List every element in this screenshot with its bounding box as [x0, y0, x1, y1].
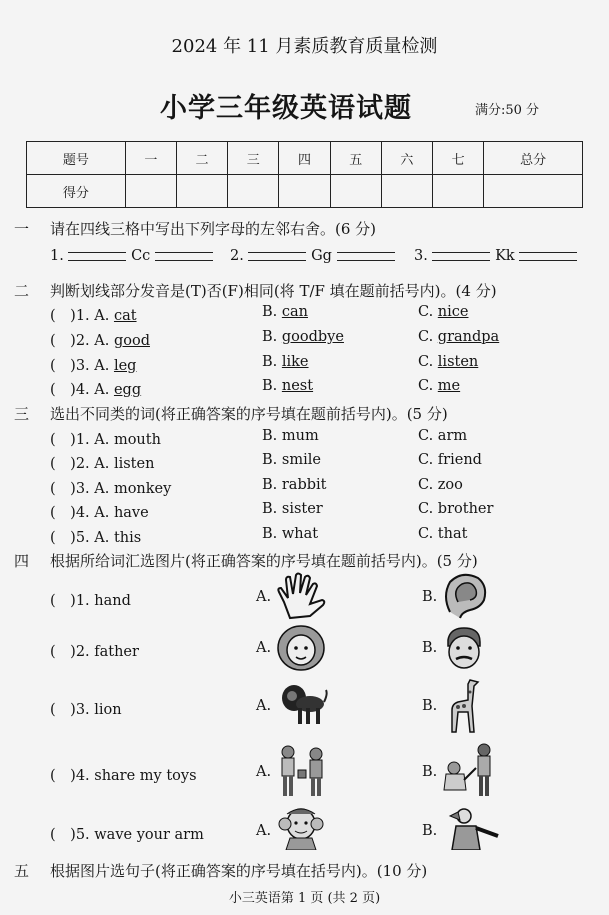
section-2-heading — [14, 280, 497, 301]
option-label: C. — [418, 354, 438, 370]
option-a: cat — [113, 308, 137, 324]
question-row: ( )5. wave your arm — [50, 827, 204, 843]
question-row — [50, 354, 136, 375]
question-row: ( )1. A. mouth — [50, 432, 161, 448]
option-label: C. — [418, 378, 438, 394]
given-letter: Gg — [311, 248, 332, 264]
section-title: 根据图片选句子(将正确答案的序号填在括号内)。(10 分) — [50, 862, 428, 880]
option-c — [418, 354, 478, 370]
man-face-picture — [440, 624, 488, 672]
section-number: 一 — [14, 220, 30, 238]
option-a: good — [113, 333, 150, 349]
section-3-heading — [14, 403, 448, 424]
option-word: goodbye — [281, 329, 344, 345]
girl-face-picture — [276, 624, 326, 672]
wave-arm-picture — [442, 806, 502, 850]
given-letter: Cc — [131, 248, 151, 264]
option-label: B. — [262, 329, 282, 345]
section-1-heading — [14, 218, 376, 239]
option-b-label: B. — [422, 698, 438, 714]
given-letter: Kk — [495, 248, 515, 264]
option-a-label: A. — [256, 640, 272, 656]
question-stem: ( )1. A. — [50, 308, 114, 324]
option-c: C. zoo — [418, 477, 463, 493]
option-label: B. — [262, 304, 282, 320]
question-stem: ( )3. A. — [50, 358, 114, 374]
score-table-cell: 五 — [330, 142, 381, 175]
item-number: 1. — [50, 248, 64, 264]
letter-blank[interactable] — [248, 252, 306, 261]
option-a-label: A. — [256, 764, 272, 780]
hand-picture — [276, 572, 332, 622]
option-b: B. rabbit — [262, 477, 327, 493]
score-table-row-label: 得分 — [27, 175, 126, 208]
score-cell[interactable] — [433, 175, 484, 208]
score-table-header-row — [27, 142, 583, 175]
option-c — [418, 378, 460, 394]
option-label: C. — [418, 304, 438, 320]
option-word: like — [281, 354, 309, 370]
option-a-label: A. — [256, 698, 272, 714]
section-1-row — [414, 248, 577, 264]
option-b — [262, 354, 309, 370]
option-c: C. arm — [418, 428, 468, 444]
item-number: 3. — [414, 248, 428, 264]
score-table-cell: 六 — [381, 142, 432, 175]
option-label: C. — [418, 329, 438, 345]
option-word: can — [281, 304, 308, 320]
question-row: ( )1. hand — [50, 593, 131, 609]
option-a: egg — [113, 382, 142, 398]
score-cell[interactable] — [176, 175, 227, 208]
option-b: B. smile — [262, 452, 321, 468]
score-table-cell: 总分 — [484, 142, 583, 175]
section-number: 三 — [14, 405, 30, 423]
section-title: 根据所给词汇选图片(将正确答案的序号填在题前括号内)。(5 分) — [50, 552, 478, 570]
exam-title: 2024 年 11 月素质教育质量检测 — [171, 36, 438, 57]
option-word: nest — [281, 378, 314, 394]
option-b — [262, 304, 308, 320]
score-table-cell: 一 — [125, 142, 176, 175]
question-row: ( )4. share my toys — [50, 768, 197, 784]
letter-blank[interactable] — [519, 252, 577, 261]
option-c: C. that — [418, 526, 468, 542]
section-5-heading — [14, 860, 427, 881]
option-b — [262, 378, 313, 394]
option-label: B. — [262, 354, 282, 370]
score-table-score-row — [27, 175, 583, 208]
option-label: B. — [262, 378, 282, 394]
option-c — [418, 304, 468, 320]
score-table — [26, 141, 583, 208]
question-stem: ( )4. A. — [50, 382, 114, 398]
question-row: ( )2. A. listen — [50, 456, 155, 472]
score-cell[interactable] — [228, 175, 279, 208]
option-word: listen — [437, 354, 479, 370]
option-b-label: B. — [422, 823, 438, 839]
section-4-heading — [14, 550, 478, 571]
option-b: B. what — [262, 526, 319, 542]
letter-blank[interactable] — [337, 252, 395, 261]
score-cell[interactable] — [330, 175, 381, 208]
option-a-label: A. — [256, 823, 272, 839]
option-word: me — [437, 378, 461, 394]
section-title: 请在四线三格中写出下列字母的左邻右舍。(6 分) — [50, 220, 377, 238]
option-c: C. brother — [418, 501, 494, 517]
full-score: 满分:50 分 — [475, 103, 540, 118]
question-row: ( )2. father — [50, 644, 139, 660]
question-row: ( )3. A. monkey — [50, 481, 172, 497]
cover-ears-picture — [276, 804, 326, 850]
letter-blank[interactable] — [155, 252, 213, 261]
section-number: 五 — [14, 862, 30, 880]
score-table-cell: 题号 — [27, 142, 126, 175]
option-b-label: B. — [422, 589, 438, 605]
section-number: 四 — [14, 552, 30, 570]
lion-picture — [280, 682, 328, 728]
option-c: C. friend — [418, 452, 482, 468]
section-title: 判断划线部分发音是(T)否(F)相同(将 T/F 填在题前括号内)。(4 分) — [50, 282, 497, 300]
score-table-cell: 四 — [279, 142, 330, 175]
option-b: B. mum — [262, 428, 319, 444]
option-b: B. sister — [262, 501, 323, 517]
option-word: nice — [437, 304, 469, 320]
score-table-cell: 七 — [433, 142, 484, 175]
section-number: 二 — [14, 282, 30, 300]
question-row — [50, 378, 141, 399]
option-b-label: B. — [422, 640, 438, 656]
question-row — [50, 329, 150, 350]
giraffe-picture — [444, 676, 482, 734]
section-1-row — [50, 248, 213, 264]
option-c — [418, 329, 499, 345]
option-word: grandpa — [437, 329, 500, 345]
score-cell[interactable] — [381, 175, 432, 208]
score-cell[interactable] — [484, 175, 583, 208]
question-row: ( )5. A. this — [50, 530, 142, 546]
ear-picture — [440, 572, 492, 620]
kids-playing-picture — [440, 742, 496, 800]
item-number: 2. — [230, 248, 244, 264]
section-title: 选出不同类的词(将正确答案的序号填在题前括号内)。(5 分) — [50, 405, 448, 423]
option-b-label: B. — [422, 764, 438, 780]
question-row: ( )4. A. have — [50, 505, 149, 521]
letter-blank[interactable] — [68, 252, 126, 261]
subject-title: 小学三年级英语试题 — [160, 93, 412, 124]
option-a: leg — [113, 358, 137, 374]
score-cell[interactable] — [279, 175, 330, 208]
section-1-row — [230, 248, 395, 264]
letter-blank[interactable] — [432, 252, 490, 261]
score-table-cell: 二 — [176, 142, 227, 175]
question-row — [50, 304, 137, 325]
question-row: ( )3. lion — [50, 702, 122, 718]
score-cell[interactable] — [125, 175, 176, 208]
kids-sharing-toys-picture — [276, 744, 330, 800]
option-a-label: A. — [256, 589, 272, 605]
option-b — [262, 329, 344, 345]
question-stem: ( )2. A. — [50, 333, 114, 349]
score-table-cell: 三 — [228, 142, 279, 175]
page-footer: 小三英语第 1 页 (共 2 页) — [228, 891, 381, 906]
